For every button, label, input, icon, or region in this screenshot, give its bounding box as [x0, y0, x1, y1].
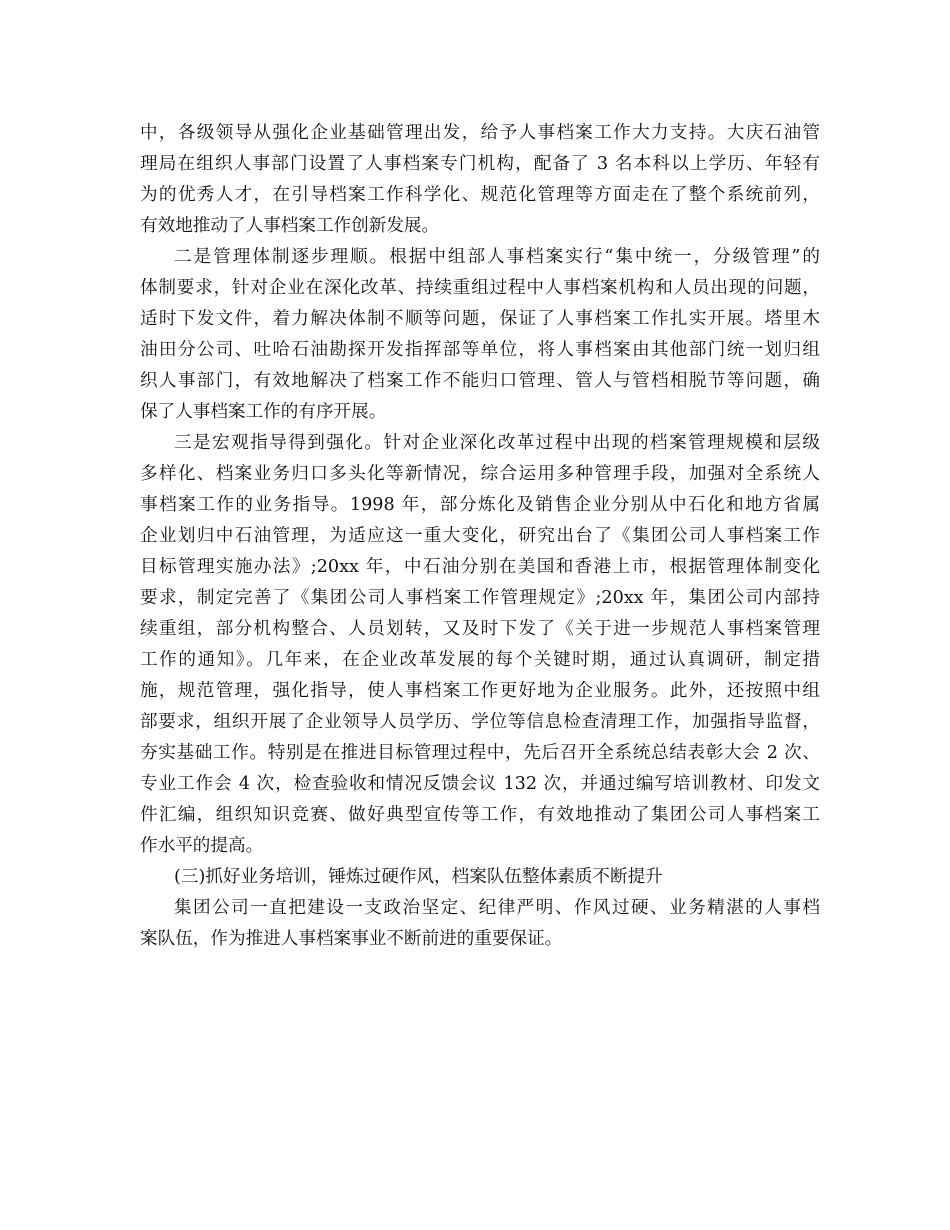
paragraph-start-line: 二是管理体制逐步理顺。根据中组部人事档案实行“集中统一，分级管理”的 — [174, 247, 820, 267]
text-line: 有效地推动了人事档案工作创新发展。 — [140, 216, 440, 236]
text-line: 部要求，组织开展了企业领导人员学历、学位等信息检查清理工作，加强指导监督， — [140, 712, 820, 732]
text-line: 保了人事档案工作的有序开展。 — [140, 402, 387, 422]
text-line: 夯实基础工作。特别是在推进目标管理过程中，先后召开全系统总结表彰大会 2 次、 — [140, 743, 820, 763]
paragraph-start-line: 集团公司一直把建设一支政治坚定、纪律严明、作风过硬、业务精湛的人事档 — [174, 898, 820, 918]
text-line: 专业工作会 4 次，检查验收和情况反馈会议 132 次，并通过编写培训教材、印发文 — [140, 774, 820, 794]
section-heading: (三)抓好业务培训，锤炼过硬作风，档案队伍整体素质不断提升 — [174, 867, 663, 887]
text-line: 多样化、档案业务归口多头化等新情况，综合运用多种管理手段，加强对全系统人 — [140, 464, 820, 484]
text-line: 工作的通知》。几年来，在企业改革发展的每个关键时期，通过认真调研，制定措 — [140, 650, 820, 670]
body-text — [140, 118, 820, 955]
text-line: 中，各级领导从强化企业基础管理出发，给予人事档案工作大力支持。大庆石油管 — [140, 123, 820, 143]
paragraph-start-line: 三是宏观指导得到强化。针对企业深化改革过程中出现的档案管理规模和层级 — [174, 433, 820, 453]
text-line: 理局在组织人事部门设置了人事档案专门机构，配备了 3 名本科以上学历、年轻有 — [140, 154, 820, 174]
text-line: 作水平的提高。 — [140, 836, 264, 856]
text-line: 油田分公司、吐哈石油勘探开发指挥部等单位，将人事档案由其他部门统一划归组 — [140, 340, 820, 360]
text-line: 体制要求，针对企业在深化改革、持续重组过程中人事档案机构和人员出现的问题， — [140, 278, 820, 298]
text-line: 事档案工作的业务指导。1998 年，部分炼化及销售企业分别从中石化和地方省属 — [140, 495, 820, 515]
text-line: 为的优秀人才，在引导档案工作科学化、规范化管理等方面走在了整个系统前列， — [140, 185, 820, 205]
text-line: 施，规范管理，强化指导，使人事档案工作更好地为企业服务。此外，还按照中组 — [140, 681, 820, 701]
text-line: 要求，制定完善了《集团公司人事档案工作管理规定》;20xx 年，集团公司内部持 — [140, 588, 820, 608]
text-line: 案队伍，作为推进人事档案事业不断前进的重要保证。 — [140, 929, 563, 949]
text-line: 件汇编，组织知识竞赛、做好典型宣传等工作，有效地推动了集团公司人事档案工 — [140, 805, 820, 825]
text-line: 续重组，部分机构整合、人员划转，又及时下发了《关于进一步规范人事档案管理 — [140, 619, 820, 639]
text-line: 适时下发文件，着力解决体制不顺等问题，保证了人事档案工作扎实开展。塔里木 — [140, 309, 820, 329]
text-line: 织人事部门，有效地解决了档案工作不能归口管理、管人与管档相脱节等问题，确 — [140, 371, 820, 391]
text-line: 企业划归中石油管理，为适应这一重大变化，研究出台了《集团公司人事档案工作 — [140, 526, 820, 546]
text-line: 目标管理实施办法》;20xx 年，中石油分别在美国和香港上市，根据管理体制变化 — [140, 557, 820, 577]
